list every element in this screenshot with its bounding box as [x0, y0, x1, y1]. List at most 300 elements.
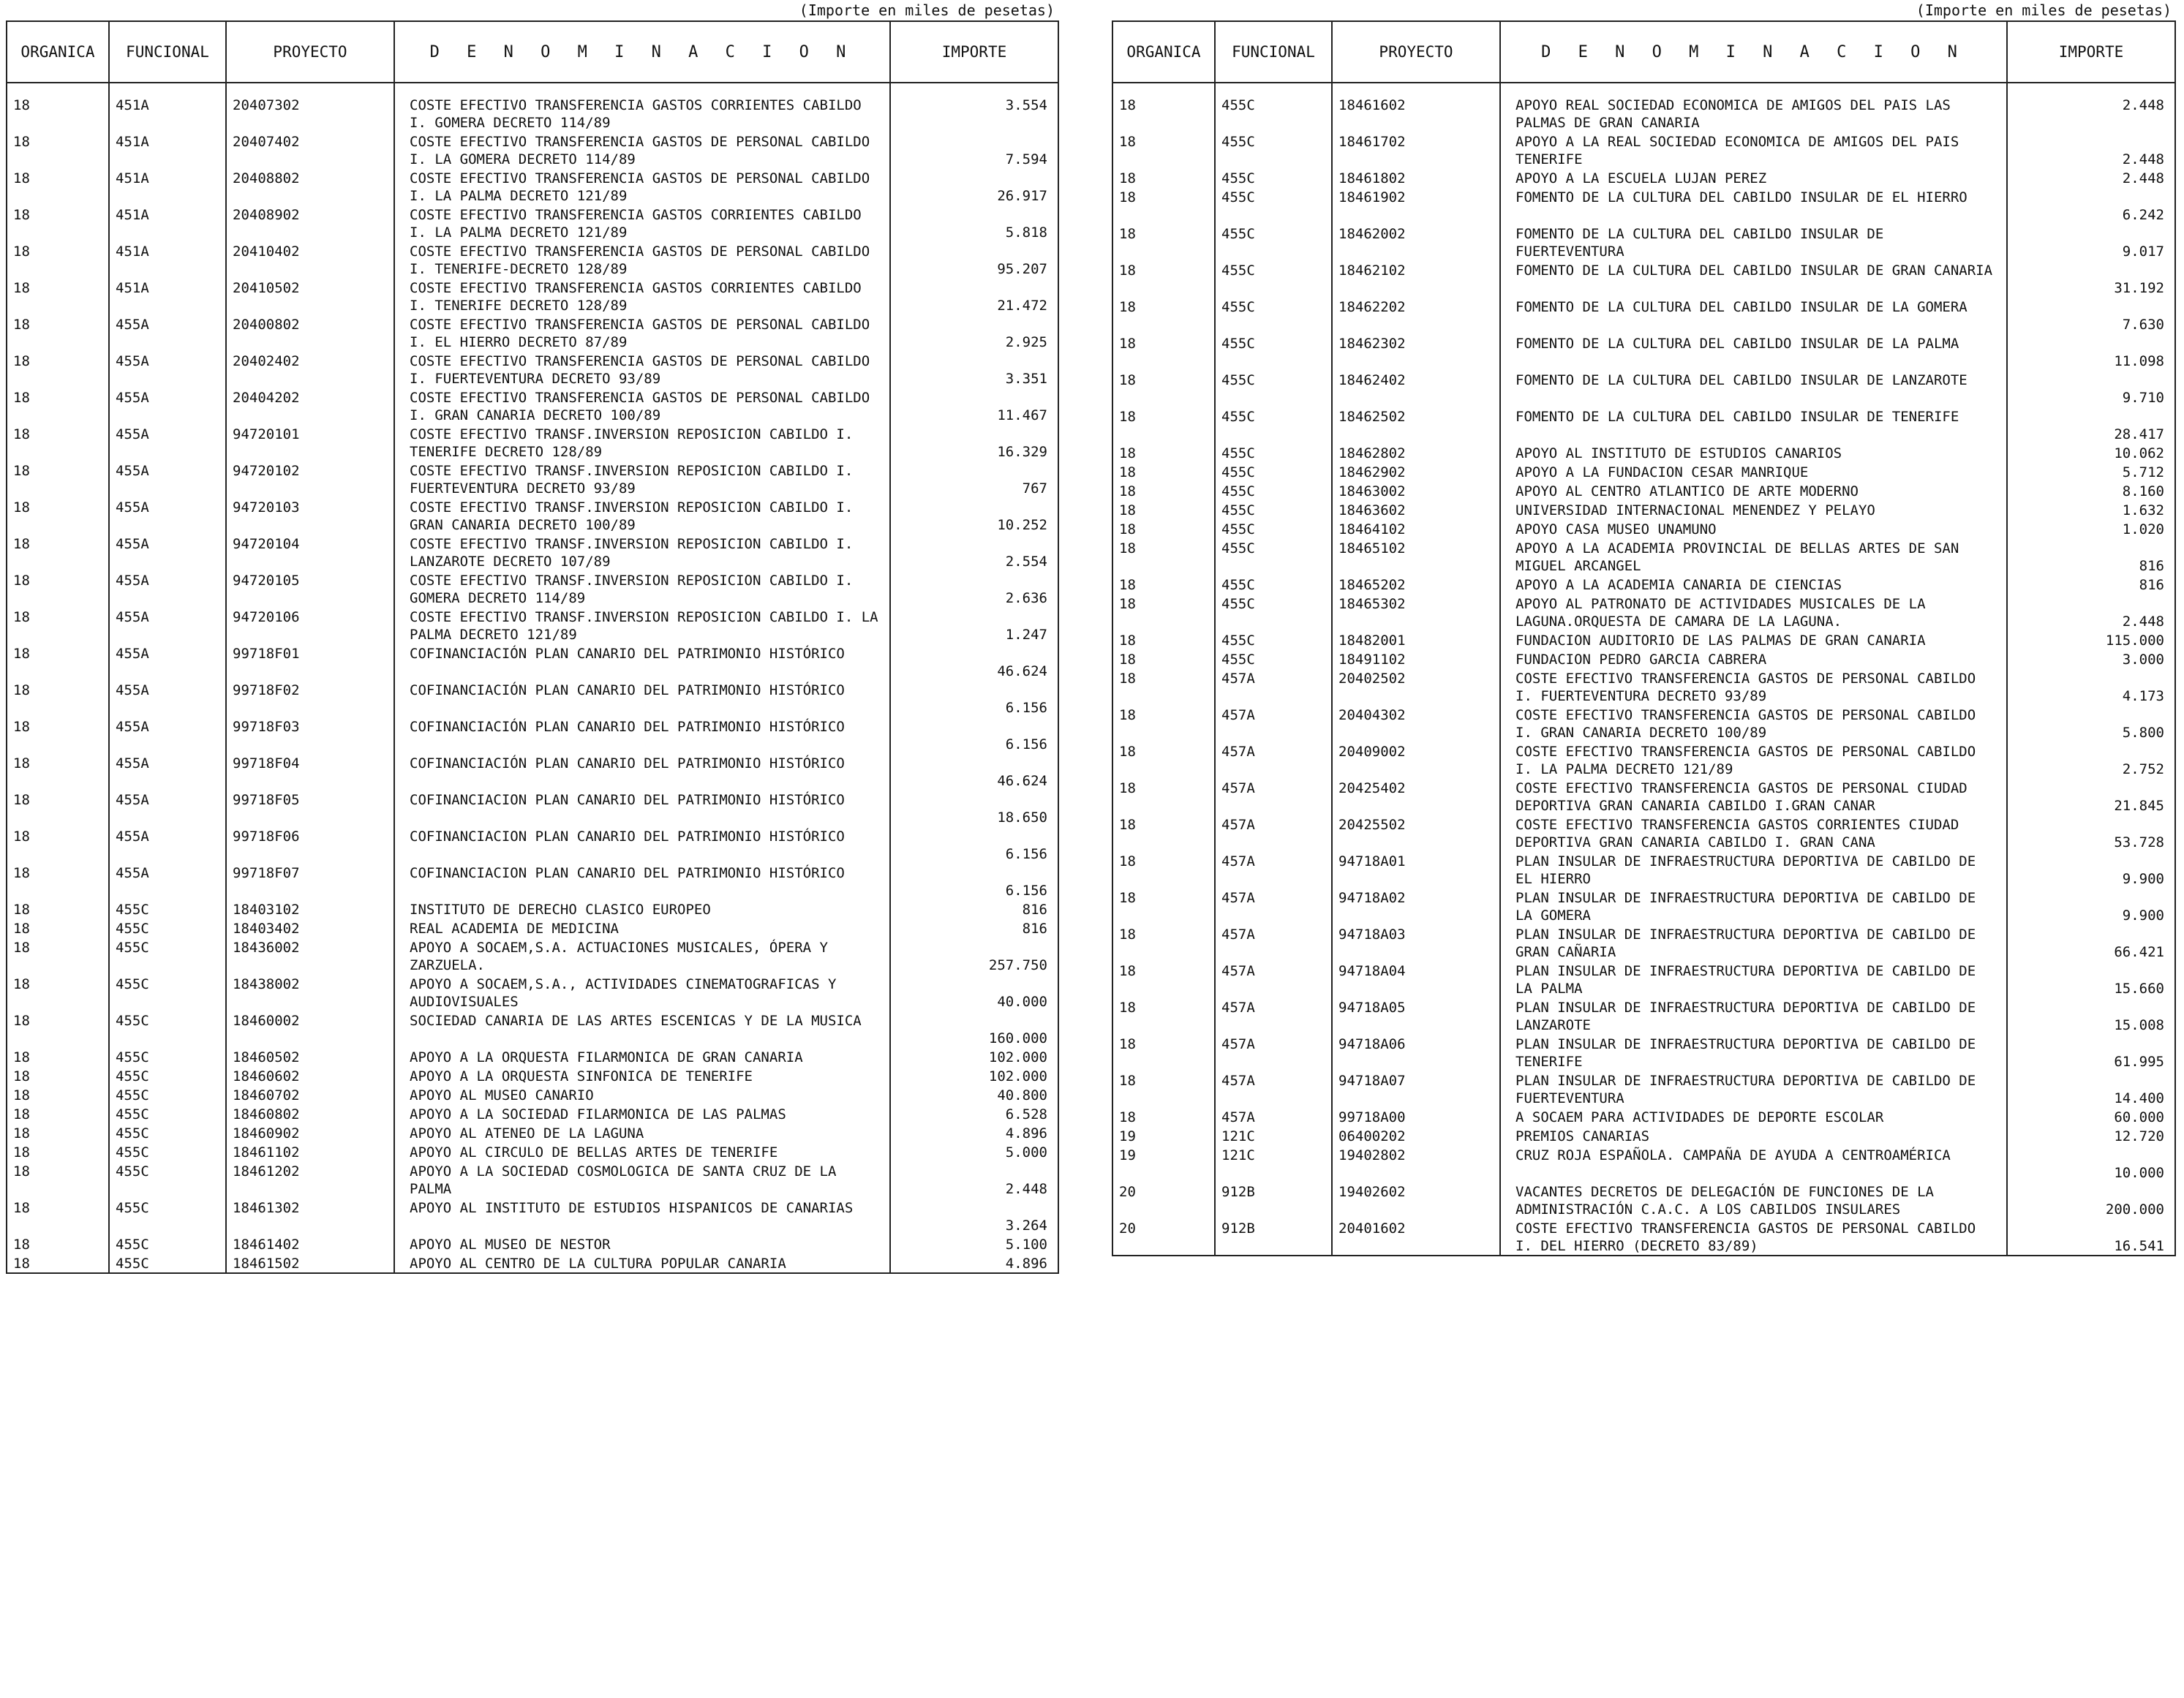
- cell-importe: 11.098: [2007, 333, 2175, 370]
- cell-denominacion: FOMENTO DE LA CULTURA DEL CABILDO INSULAR DE LA PALMA: [1500, 333, 2007, 370]
- cell-organica: 18: [1112, 778, 1215, 815]
- cell-denominacion: APOYO AL INSTITUTO DE ESTUDIOS CANARIOS: [1500, 443, 2007, 462]
- cell-importe: 5.712: [2007, 462, 2175, 481]
- table-row: [7, 83, 1058, 132]
- cell-denominacion: COSTE EFECTIVO TRANSFERENCIA GASTOS CORRIENTES CABILDO I. GOMERA DECRETO 114/89: [394, 83, 890, 132]
- cell-organica: 18: [1112, 443, 1215, 462]
- cell-funcional: 455A: [109, 826, 226, 863]
- cell-proyecto: 18462102: [1332, 260, 1500, 297]
- cell-proyecto: 18460502: [226, 1047, 394, 1066]
- cell-importe: 15.008: [2007, 997, 2175, 1034]
- cell-organica: 18: [7, 1011, 109, 1047]
- cell-importe: 10.062: [2007, 443, 2175, 462]
- table-row: [1112, 888, 2175, 924]
- table-row: [1112, 705, 2175, 742]
- cell-denominacion: COSTE EFECTIVO TRANSFERENCIA GASTOS DE PERSONAL CABILDO I. LA PALMA DECRETO 121/89: [394, 168, 890, 205]
- cell-funcional: 457A: [1215, 924, 1332, 961]
- cell-importe: 40.800: [890, 1085, 1058, 1104]
- cell-denominacion: COSTE EFECTIVO TRANSFERENCIA GASTOS DE PERSONAL CABILDO I. LA PALMA DECRETO 121/89: [1500, 742, 2007, 778]
- cell-denominacion: APOYO AL INSTITUTO DE ESTUDIOS HISPANICOS DE CANARIAS: [394, 1198, 890, 1234]
- cell-organica: 18: [1112, 538, 1215, 575]
- cell-denominacion: COFINANCIACION PLAN CANARIO DEL PATRIMONIO HISTÓRICO: [394, 863, 890, 899]
- header-row: [1112, 21, 2175, 83]
- cell-denominacion: PREMIOS CANARIAS: [1500, 1126, 2007, 1145]
- table-row: [1112, 742, 2175, 778]
- cell-funcional: 455C: [109, 1123, 226, 1142]
- header-organica: ORGANICA: [7, 21, 109, 83]
- cell-denominacion: COSTE EFECTIVO TRANSFERENCIA GASTOS DE PERSONAL CABILDO I. GRAN CANARIA DECRETO 100/89: [394, 388, 890, 424]
- cell-importe: 2.554: [890, 534, 1058, 570]
- cell-importe: 18.650: [890, 790, 1058, 826]
- cell-funcional: 451A: [109, 241, 226, 278]
- table-row: [7, 717, 1058, 753]
- cell-funcional: 451A: [109, 83, 226, 132]
- cell-proyecto: 20407302: [226, 83, 394, 132]
- cell-importe: 11.467: [890, 388, 1058, 424]
- cell-funcional: 455C: [1215, 575, 1332, 594]
- cell-proyecto: 19402802: [1332, 1145, 1500, 1182]
- cell-funcional: 455C: [109, 1047, 226, 1066]
- cell-organica: 18: [7, 1123, 109, 1142]
- cell-proyecto: 18460002: [226, 1011, 394, 1047]
- table-row: [7, 1253, 1058, 1273]
- table-row: [7, 1011, 1058, 1047]
- cell-denominacion: COSTE EFECTIVO TRANSF.INVERSION REPOSICION CABILDO I. LA PALMA DECRETO 121/89: [394, 607, 890, 644]
- cell-funcional: 455C: [1215, 333, 1332, 370]
- cell-funcional: 455A: [109, 644, 226, 680]
- cell-importe: 66.421: [2007, 924, 2175, 961]
- cell-funcional: 455C: [1215, 168, 1332, 187]
- cell-importe: 816: [890, 918, 1058, 937]
- table-row: [1112, 83, 2175, 132]
- cell-proyecto: 94718A02: [1332, 888, 1500, 924]
- table-body-left: [7, 83, 1058, 1273]
- cell-funcional: 455A: [109, 534, 226, 570]
- cell-denominacion: COFINANCIACIÓN PLAN CANARIO DEL PATRIMONIO HISTÓRICO: [394, 644, 890, 680]
- cell-denominacion: COSTE EFECTIVO TRANSFERENCIA GASTOS DE PERSONAL CABILDO I. DEL HIERRO (DECRETO 83/89): [1500, 1218, 2007, 1256]
- cell-funcional: 455C: [109, 1198, 226, 1234]
- cell-proyecto: 94720106: [226, 607, 394, 644]
- cell-denominacion: APOYO CASA MUSEO UNAMUNO: [1500, 519, 2007, 538]
- cell-denominacion: APOYO AL PATRONATO DE ACTIVIDADES MUSICALES DE LA LAGUNA.ORQUESTA DE CAMARA DE LA LAGUNA.: [1500, 594, 2007, 630]
- cell-importe: 160.000: [890, 1011, 1058, 1047]
- cell-proyecto: 18460802: [226, 1104, 394, 1123]
- cell-organica: 18: [1112, 462, 1215, 481]
- table-body-right: [1112, 83, 2175, 1256]
- cell-denominacion: PLAN INSULAR DE INFRAESTRUCTURA DEPORTIVA DE CABILDO DE LA PALMA: [1500, 961, 2007, 997]
- cell-importe: 3.554: [890, 83, 1058, 132]
- cell-organica: 18: [1112, 500, 1215, 519]
- table-row: [7, 205, 1058, 241]
- unit-note-right: (Importe en miles de pesetas): [1916, 1, 2172, 19]
- cell-importe: 816: [2007, 575, 2175, 594]
- cell-funcional: 457A: [1215, 668, 1332, 705]
- cell-importe: 28.417: [2007, 407, 2175, 443]
- cell-proyecto: 18461302: [226, 1198, 394, 1234]
- cell-funcional: 121C: [1215, 1126, 1332, 1145]
- cell-importe: 6.242: [2007, 187, 2175, 224]
- cell-organica: 18: [1112, 924, 1215, 961]
- table-row: [7, 790, 1058, 826]
- cell-organica: 18: [7, 1234, 109, 1253]
- cell-denominacion: COSTE EFECTIVO TRANSFERENCIA GASTOS CORRIENTES CABILDO I. TENERIFE DECRETO 128/89: [394, 278, 890, 314]
- table-row: [7, 680, 1058, 717]
- cell-organica: 18: [7, 241, 109, 278]
- cell-proyecto: 94720102: [226, 461, 394, 497]
- header-funcional: FUNCIONAL: [1215, 21, 1332, 83]
- cell-funcional: 455C: [1215, 630, 1332, 649]
- cell-importe: 9.710: [2007, 370, 2175, 407]
- cell-importe: 5.800: [2007, 705, 2175, 742]
- cell-organica: 18: [7, 1104, 109, 1123]
- cell-funcional: 455C: [109, 1234, 226, 1253]
- cell-importe: 257.750: [890, 937, 1058, 974]
- cell-proyecto: 18460602: [226, 1066, 394, 1085]
- cell-proyecto: 06400202: [1332, 1126, 1500, 1145]
- cell-importe: 2.448: [2007, 83, 2175, 132]
- table-row: [1112, 1182, 2175, 1218]
- table-row: [7, 1066, 1058, 1085]
- cell-importe: 6.528: [890, 1104, 1058, 1123]
- cell-funcional: 455A: [109, 680, 226, 717]
- table-row: [1112, 462, 2175, 481]
- cell-importe: 9.017: [2007, 224, 2175, 260]
- cell-organica: 18: [1112, 649, 1215, 668]
- cell-proyecto: 20408902: [226, 205, 394, 241]
- cell-proyecto: 18463602: [1332, 500, 1500, 519]
- table-row: [1112, 132, 2175, 168]
- cell-proyecto: 18403102: [226, 899, 394, 918]
- table-row: [7, 826, 1058, 863]
- cell-importe: 3.264: [890, 1198, 1058, 1234]
- cell-organica: 18: [1112, 851, 1215, 888]
- cell-denominacion: COFINANCIACION PLAN CANARIO DEL PATRIMONIO HISTÓRICO: [394, 826, 890, 863]
- cell-funcional: 457A: [1215, 742, 1332, 778]
- cell-proyecto: 20425402: [1332, 778, 1500, 815]
- cell-organica: 18: [1112, 297, 1215, 333]
- header-denominacion: D E N O M I N A C I O N: [394, 21, 890, 83]
- cell-denominacion: SOCIEDAD CANARIA DE LAS ARTES ESCENICAS Y DE LA MUSICA: [394, 1011, 890, 1047]
- cell-importe: 8.160: [2007, 481, 2175, 500]
- cell-organica: 18: [7, 937, 109, 974]
- cell-funcional: 457A: [1215, 851, 1332, 888]
- cell-proyecto: 19402602: [1332, 1182, 1500, 1218]
- cell-denominacion: COSTE EFECTIVO TRANSFERENCIA GASTOS DE PERSONAL CABILDO I. LA GOMERA DECRETO 114/89: [394, 132, 890, 168]
- cell-proyecto: 20404302: [1332, 705, 1500, 742]
- cell-importe: 1.247: [890, 607, 1058, 644]
- cell-proyecto: 94720104: [226, 534, 394, 570]
- cell-proyecto: 94718A04: [1332, 961, 1500, 997]
- cell-denominacion: APOYO REAL SOCIEDAD ECONOMICA DE AMIGOS DEL PAIS LAS PALMAS DE GRAN CANARIA: [1500, 83, 2007, 132]
- table-row: [7, 388, 1058, 424]
- cell-organica: 18: [7, 826, 109, 863]
- cell-denominacion: PLAN INSULAR DE INFRAESTRUCTURA DEPORTIVA DE CABILDO DE FUERTEVENTURA: [1500, 1071, 2007, 1107]
- cell-funcional: 455C: [109, 1253, 226, 1273]
- table-row: [7, 1198, 1058, 1234]
- cell-funcional: 451A: [109, 132, 226, 168]
- cell-proyecto: 20402502: [1332, 668, 1500, 705]
- cell-importe: 53.728: [2007, 815, 2175, 851]
- cell-denominacion: APOYO A LA ESCUELA LUJAN PEREZ: [1500, 168, 2007, 187]
- cell-proyecto: 99718F03: [226, 717, 394, 753]
- cell-proyecto: 18461402: [226, 1234, 394, 1253]
- cell-denominacion: COSTE EFECTIVO TRANSFERENCIA GASTOS DE PERSONAL CABILDO I. FUERTEVENTURA DECRETO 93/89: [1500, 668, 2007, 705]
- cell-proyecto: 94718A03: [1332, 924, 1500, 961]
- table-row: [1112, 961, 2175, 997]
- cell-denominacion: FOMENTO DE LA CULTURA DEL CABILDO INSULAR DE GRAN CANARIA: [1500, 260, 2007, 297]
- table-row: [7, 351, 1058, 388]
- cell-importe: 9.900: [2007, 851, 2175, 888]
- cell-funcional: 912B: [1215, 1218, 1332, 1256]
- cell-importe: 2.448: [890, 1161, 1058, 1198]
- table-row: [1112, 260, 2175, 297]
- cell-proyecto: 94720105: [226, 570, 394, 607]
- cell-denominacion: PLAN INSULAR DE INFRAESTRUCTURA DEPORTIVA DE CABILDO DE EL HIERRO: [1500, 851, 2007, 888]
- table-row: [1112, 224, 2175, 260]
- cell-funcional: 455A: [109, 314, 226, 351]
- cell-importe: 816: [890, 899, 1058, 918]
- cell-proyecto: 94720101: [226, 424, 394, 461]
- cell-denominacion: COFINANCIACIÓN PLAN CANARIO DEL PATRIMONIO HISTÓRICO: [394, 680, 890, 717]
- cell-denominacion: COFINANCIACIÓN PLAN CANARIO DEL PATRIMONIO HISTÓRICO: [394, 717, 890, 753]
- cell-importe: 2.636: [890, 570, 1058, 607]
- cell-funcional: 451A: [109, 205, 226, 241]
- cell-denominacion: APOYO A LA FUNDACION CESAR MANRIQUE: [1500, 462, 2007, 481]
- cell-importe: 4.173: [2007, 668, 2175, 705]
- cell-denominacion: FOMENTO DE LA CULTURA DEL CABILDO INSULAR DE FUERTEVENTURA: [1500, 224, 2007, 260]
- header-row: [7, 21, 1058, 83]
- cell-denominacion: PLAN INSULAR DE INFRAESTRUCTURA DEPORTIVA DE CABILDO DE TENERIFE: [1500, 1034, 2007, 1071]
- cell-importe: 115.000: [2007, 630, 2175, 649]
- budget-table-right: [1112, 20, 2176, 1256]
- cell-organica: 18: [7, 168, 109, 205]
- cell-organica: 18: [7, 974, 109, 1011]
- cell-importe: 9.900: [2007, 888, 2175, 924]
- cell-organica: 18: [1112, 1107, 1215, 1126]
- table-row: [1112, 407, 2175, 443]
- cell-organica: 18: [7, 1253, 109, 1273]
- cell-importe: 1.632: [2007, 500, 2175, 519]
- cell-denominacion: APOYO A LA SOCIEDAD FILARMONICA DE LAS PALMAS: [394, 1104, 890, 1123]
- cell-importe: 3.351: [890, 351, 1058, 388]
- cell-proyecto: 18465302: [1332, 594, 1500, 630]
- table-row: [1112, 297, 2175, 333]
- cell-importe: 2.448: [2007, 168, 2175, 187]
- cell-importe: 5.000: [890, 1142, 1058, 1161]
- table-row: [1112, 443, 2175, 462]
- table-row: [7, 1047, 1058, 1066]
- cell-funcional: 455A: [109, 753, 226, 790]
- cell-importe: 5.100: [890, 1234, 1058, 1253]
- table-row: [1112, 538, 2175, 575]
- cell-denominacion: COSTE EFECTIVO TRANSF.INVERSION REPOSICION CABILDO I. TENERIFE DECRETO 128/89: [394, 424, 890, 461]
- cell-organica: 18: [7, 1161, 109, 1198]
- cell-funcional: 455A: [109, 388, 226, 424]
- cell-funcional: 457A: [1215, 997, 1332, 1034]
- table-row: [1112, 997, 2175, 1034]
- cell-denominacion: COSTE EFECTIVO TRANSF.INVERSION REPOSICION CABILDO I. LANZAROTE DECRETO 107/89: [394, 534, 890, 570]
- cell-organica: 18: [7, 388, 109, 424]
- cell-denominacion: COSTE EFECTIVO TRANSFERENCIA GASTOS DE PERSONAL CIUDAD DEPORTIVA GRAN CANARIA CABILDO I.GRAN CANAR: [1500, 778, 2007, 815]
- table-row: [7, 314, 1058, 351]
- cell-organica: 18: [1112, 224, 1215, 260]
- table-row: [1112, 481, 2175, 500]
- cell-importe: 10.252: [890, 497, 1058, 534]
- cell-proyecto: 18482001: [1332, 630, 1500, 649]
- table-row: [7, 607, 1058, 644]
- cell-organica: 18: [7, 899, 109, 918]
- cell-proyecto: 99718F06: [226, 826, 394, 863]
- cell-organica: 20: [1112, 1182, 1215, 1218]
- cell-proyecto: 18460902: [226, 1123, 394, 1142]
- cell-importe: 6.156: [890, 717, 1058, 753]
- cell-denominacion: APOYO AL ATENEO DE LA LAGUNA: [394, 1123, 890, 1142]
- cell-organica: 18: [7, 205, 109, 241]
- cell-organica: 18: [7, 680, 109, 717]
- cell-organica: 18: [7, 918, 109, 937]
- table-row: [1112, 924, 2175, 961]
- table-row: [1112, 851, 2175, 888]
- cell-organica: 18: [7, 644, 109, 680]
- cell-organica: 18: [1112, 888, 1215, 924]
- table-row: [1112, 1126, 2175, 1145]
- table-row: [7, 1123, 1058, 1142]
- table-row: [7, 497, 1058, 534]
- budget-table-left: [6, 20, 1059, 1274]
- cell-funcional: 455A: [109, 351, 226, 388]
- cell-denominacion: REAL ACADEMIA DE MEDICINA: [394, 918, 890, 937]
- cell-proyecto: 18462202: [1332, 297, 1500, 333]
- cell-funcional: 455C: [109, 1161, 226, 1198]
- cell-importe: 61.995: [2007, 1034, 2175, 1071]
- cell-denominacion: UNIVERSIDAD INTERNACIONAL MENENDEZ Y PELAYO: [1500, 500, 2007, 519]
- cell-funcional: 455C: [1215, 538, 1332, 575]
- cell-proyecto: 94718A01: [1332, 851, 1500, 888]
- cell-proyecto: 18462802: [1332, 443, 1500, 462]
- cell-denominacion: APOYO A LA ORQUESTA FILARMONICA DE GRAN CANARIA: [394, 1047, 890, 1066]
- cell-funcional: 455C: [1215, 297, 1332, 333]
- header-importe: IMPORTE: [2007, 21, 2175, 83]
- cell-proyecto: 20400802: [226, 314, 394, 351]
- right-panel: [1112, 0, 2176, 1256]
- table-row: [1112, 370, 2175, 407]
- cell-denominacion: COFINANCIACION PLAN CANARIO DEL PATRIMONIO HISTÓRICO: [394, 790, 890, 826]
- cell-proyecto: 18461602: [1332, 83, 1500, 132]
- cell-funcional: 455A: [109, 497, 226, 534]
- cell-funcional: 455C: [109, 1142, 226, 1161]
- cell-denominacion: COSTE EFECTIVO TRANSFERENCIA GASTOS CORRIENTES CIUDAD DEPORTIVA GRAN CANARIA CABILDO I. GRAN CANA: [1500, 815, 2007, 851]
- table-row: [7, 132, 1058, 168]
- cell-funcional: 455C: [109, 1066, 226, 1085]
- header-proyecto: PROYECTO: [1332, 21, 1500, 83]
- cell-denominacion: PLAN INSULAR DE INFRAESTRUCTURA DEPORTIVA DE CABILDO DE LANZAROTE: [1500, 997, 2007, 1034]
- cell-funcional: 455C: [109, 899, 226, 918]
- table-row: [7, 168, 1058, 205]
- cell-importe: 16.541: [2007, 1218, 2175, 1256]
- cell-funcional: 457A: [1215, 888, 1332, 924]
- table-row: [7, 863, 1058, 899]
- cell-organica: 18: [7, 607, 109, 644]
- cell-denominacion: APOYO AL CENTRO ATLANTICO DE ARTE MODERNO: [1500, 481, 2007, 500]
- cell-proyecto: 18461802: [1332, 168, 1500, 187]
- cell-importe: 2.925: [890, 314, 1058, 351]
- cell-funcional: 455C: [109, 974, 226, 1011]
- cell-funcional: 455C: [109, 1011, 226, 1047]
- cell-proyecto: 18438002: [226, 974, 394, 1011]
- cell-importe: 26.917: [890, 168, 1058, 205]
- cell-organica: 18: [7, 717, 109, 753]
- cell-denominacion: APOYO A SOCAEM,S.A., ACTIVIDADES CINEMATOGRAFICAS Y AUDIOVISUALES: [394, 974, 890, 1011]
- cell-denominacion: A SOCAEM PARA ACTIVIDADES DE DEPORTE ESCOLAR: [1500, 1107, 2007, 1126]
- cell-proyecto: 94720103: [226, 497, 394, 534]
- cell-importe: 46.624: [890, 644, 1058, 680]
- cell-funcional: 455A: [109, 863, 226, 899]
- cell-denominacion: APOYO A LA SOCIEDAD COSMOLOGICA DE SANTA CRUZ DE LA PALMA: [394, 1161, 890, 1198]
- cell-funcional: 455A: [109, 790, 226, 826]
- cell-funcional: 455C: [1215, 260, 1332, 297]
- cell-funcional: 121C: [1215, 1145, 1332, 1182]
- cell-organica: 18: [1112, 815, 1215, 851]
- cell-importe: 46.624: [890, 753, 1058, 790]
- cell-organica: 18: [1112, 407, 1215, 443]
- cell-organica: 18: [1112, 742, 1215, 778]
- table-row: [7, 461, 1058, 497]
- table-row: [7, 570, 1058, 607]
- cell-funcional: 455A: [109, 607, 226, 644]
- cell-denominacion: APOYO AL CIRCULO DE BELLAS ARTES DE TENERIFE: [394, 1142, 890, 1161]
- cell-organica: 18: [7, 424, 109, 461]
- cell-importe: 15.660: [2007, 961, 2175, 997]
- cell-organica: 18: [1112, 668, 1215, 705]
- cell-organica: 18: [7, 83, 109, 132]
- cell-organica: 19: [1112, 1126, 1215, 1145]
- cell-proyecto: 18461702: [1332, 132, 1500, 168]
- cell-denominacion: APOYO A SOCAEM,S.A. ACTUACIONES MUSICALES, ÓPERA Y ZARZUELA.: [394, 937, 890, 974]
- cell-organica: 18: [7, 790, 109, 826]
- cell-proyecto: 20410502: [226, 278, 394, 314]
- cell-denominacion: APOYO AL MUSEO DE NESTOR: [394, 1234, 890, 1253]
- cell-organica: 18: [7, 314, 109, 351]
- header-importe: IMPORTE: [890, 21, 1058, 83]
- cell-denominacion: FOMENTO DE LA CULTURA DEL CABILDO INSULAR DE LANZAROTE: [1500, 370, 2007, 407]
- cell-denominacion: FOMENTO DE LA CULTURA DEL CABILDO INSULAR DE LA GOMERA: [1500, 297, 2007, 333]
- table-row: [7, 278, 1058, 314]
- cell-importe: 2.448: [2007, 594, 2175, 630]
- cell-organica: 18: [1112, 333, 1215, 370]
- cell-organica: 18: [1112, 481, 1215, 500]
- cell-organica: 18: [1112, 370, 1215, 407]
- table-row: [1112, 649, 2175, 668]
- cell-proyecto: 94718A06: [1332, 1034, 1500, 1071]
- cell-proyecto: 99718F04: [226, 753, 394, 790]
- cell-organica: 18: [7, 278, 109, 314]
- cell-funcional: 455C: [1215, 370, 1332, 407]
- cell-denominacion: APOYO A LA REAL SOCIEDAD ECONOMICA DE AMIGOS DEL PAIS TENERIFE: [1500, 132, 2007, 168]
- cell-importe: 16.329: [890, 424, 1058, 461]
- cell-denominacion: COSTE EFECTIVO TRANSFERENCIA GASTOS DE PERSONAL CABILDO I. TENERIFE-DECRETO 128/89: [394, 241, 890, 278]
- cell-importe: 816: [2007, 538, 2175, 575]
- cell-funcional: 455C: [1215, 407, 1332, 443]
- cell-importe: 40.000: [890, 974, 1058, 1011]
- cell-organica: 19: [1112, 1145, 1215, 1182]
- cell-organica: 18: [1112, 260, 1215, 297]
- cell-denominacion: COFINANCIACIÓN PLAN CANARIO DEL PATRIMONIO HISTÓRICO: [394, 753, 890, 790]
- cell-organica: 18: [7, 1142, 109, 1161]
- table-row: [1112, 519, 2175, 538]
- cell-importe: 767: [890, 461, 1058, 497]
- table-row: [7, 899, 1058, 918]
- cell-importe: 2.752: [2007, 742, 2175, 778]
